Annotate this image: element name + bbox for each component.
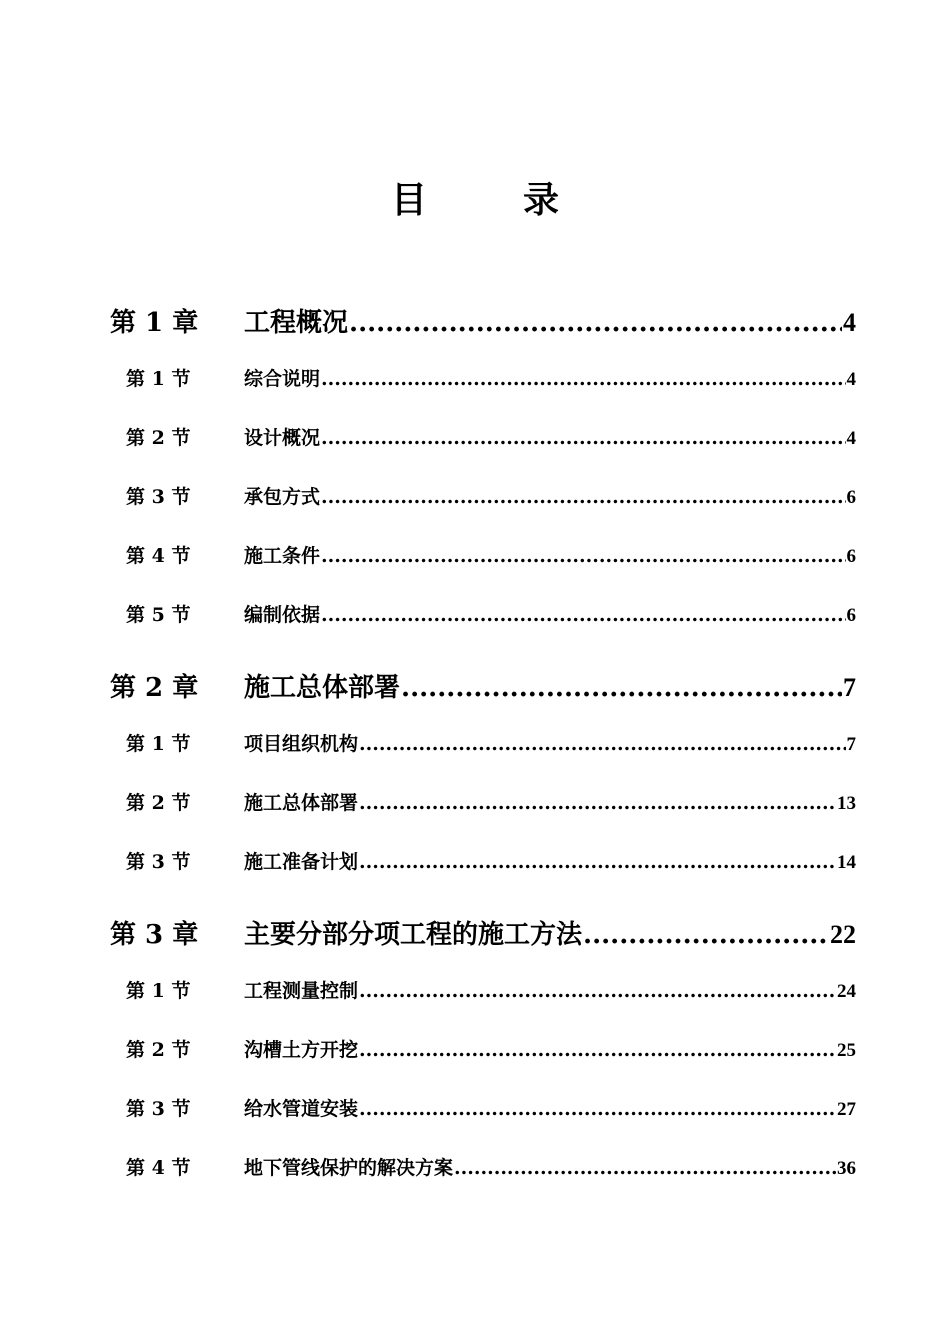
dot-leader (359, 792, 836, 814)
entry-number: 第 3 章 (110, 920, 199, 950)
entry-page-number: 24 (837, 981, 856, 1002)
dot-leader (359, 1039, 836, 1061)
entry-number: 第 1 章 (110, 308, 199, 338)
dot-leader (349, 308, 842, 338)
dot-leader (359, 733, 845, 755)
entry-title: 施工条件 (244, 545, 321, 567)
dot-leader (321, 368, 845, 390)
entry-number: 第 2 章 (110, 673, 199, 703)
dot-leader (401, 673, 842, 703)
entry-title: 项目组织机构 (244, 733, 359, 755)
toc-entry-section[interactable] (126, 541, 856, 568)
entry-page-number: 27 (837, 1099, 856, 1120)
dot-leader (359, 1098, 836, 1120)
entry-page-number: 6 (846, 487, 856, 508)
toc-entry-section[interactable] (126, 788, 856, 815)
entry-number: 第 4 节 (126, 545, 191, 567)
entry-title: 承包方式 (244, 486, 321, 508)
entry-title: 编制依据 (244, 604, 321, 626)
entry-page-number: 6 (846, 546, 856, 567)
dot-leader (454, 1157, 836, 1179)
toc-entry-section[interactable] (126, 729, 856, 756)
entry-number: 第 3 节 (126, 851, 191, 873)
toc-entry-chapter[interactable] (110, 914, 856, 951)
toc-entry-section[interactable] (126, 600, 856, 627)
dot-leader (321, 486, 845, 508)
toc-entry-chapter[interactable] (110, 667, 856, 704)
entry-title: 给水管道安装 (244, 1098, 359, 1120)
entry-title: 施工准备计划 (244, 851, 359, 873)
toc-entry-section[interactable] (126, 1153, 856, 1180)
entry-page-number: 25 (837, 1040, 856, 1061)
entry-page-number: 4 (846, 428, 856, 449)
entry-number: 第 3 节 (126, 486, 191, 508)
entry-number: 第 5 节 (126, 604, 191, 626)
entry-number: 第 2 节 (126, 1039, 191, 1061)
title-char-1: 目 (390, 179, 427, 221)
entry-title: 综合说明 (244, 368, 321, 390)
entry-title: 地下管线保护的解决方案 (244, 1157, 454, 1179)
dot-leader (359, 851, 836, 873)
entry-page-number: 13 (837, 793, 856, 814)
entry-title: 工程测量控制 (244, 980, 359, 1002)
entry-title: 施工总体部署 (244, 673, 401, 703)
entry-number: 第 4 节 (126, 1157, 191, 1179)
entry-number: 第 1 节 (126, 980, 191, 1002)
entry-page-number: 7 (843, 673, 856, 702)
entry-title: 沟槽土方开挖 (244, 1039, 359, 1061)
toc-entry-section[interactable] (126, 976, 856, 1003)
toc-entry-section[interactable] (126, 423, 856, 450)
entry-title: 工程概况 (244, 308, 349, 338)
dot-leader (321, 604, 845, 626)
entry-number: 第 2 节 (126, 792, 191, 814)
entry-number: 第 3 节 (126, 1098, 191, 1120)
entry-title: 主要分部分项工程的施工方法 (244, 920, 583, 950)
entry-number: 第 1 节 (126, 733, 191, 755)
toc-entry-chapter[interactable] (110, 302, 856, 339)
entry-page-number: 22 (830, 920, 856, 949)
dot-leader (321, 427, 845, 449)
dot-leader (583, 920, 829, 950)
entry-page-number: 4 (846, 369, 856, 390)
entry-page-number: 14 (837, 852, 856, 873)
toc-entry-section[interactable] (126, 1035, 856, 1062)
entry-title: 设计概况 (244, 427, 321, 449)
entry-title: 施工总体部署 (244, 792, 359, 814)
entry-page-number: 36 (837, 1158, 856, 1179)
toc-entry-section[interactable] (126, 1094, 856, 1121)
entry-page-number: 6 (846, 605, 856, 626)
toc-entry-section[interactable] (126, 364, 856, 391)
title-char-2: 录 (523, 179, 560, 221)
entry-number: 第 1 节 (126, 368, 191, 390)
entry-page-number: 7 (846, 734, 856, 755)
dot-leader (321, 545, 845, 567)
entry-page-number: 4 (843, 308, 856, 337)
toc-entry-section[interactable] (126, 482, 856, 509)
page-title (0, 172, 950, 223)
dot-leader (359, 980, 836, 1002)
toc-entry-section[interactable] (126, 847, 856, 874)
entry-number: 第 2 节 (126, 427, 191, 449)
